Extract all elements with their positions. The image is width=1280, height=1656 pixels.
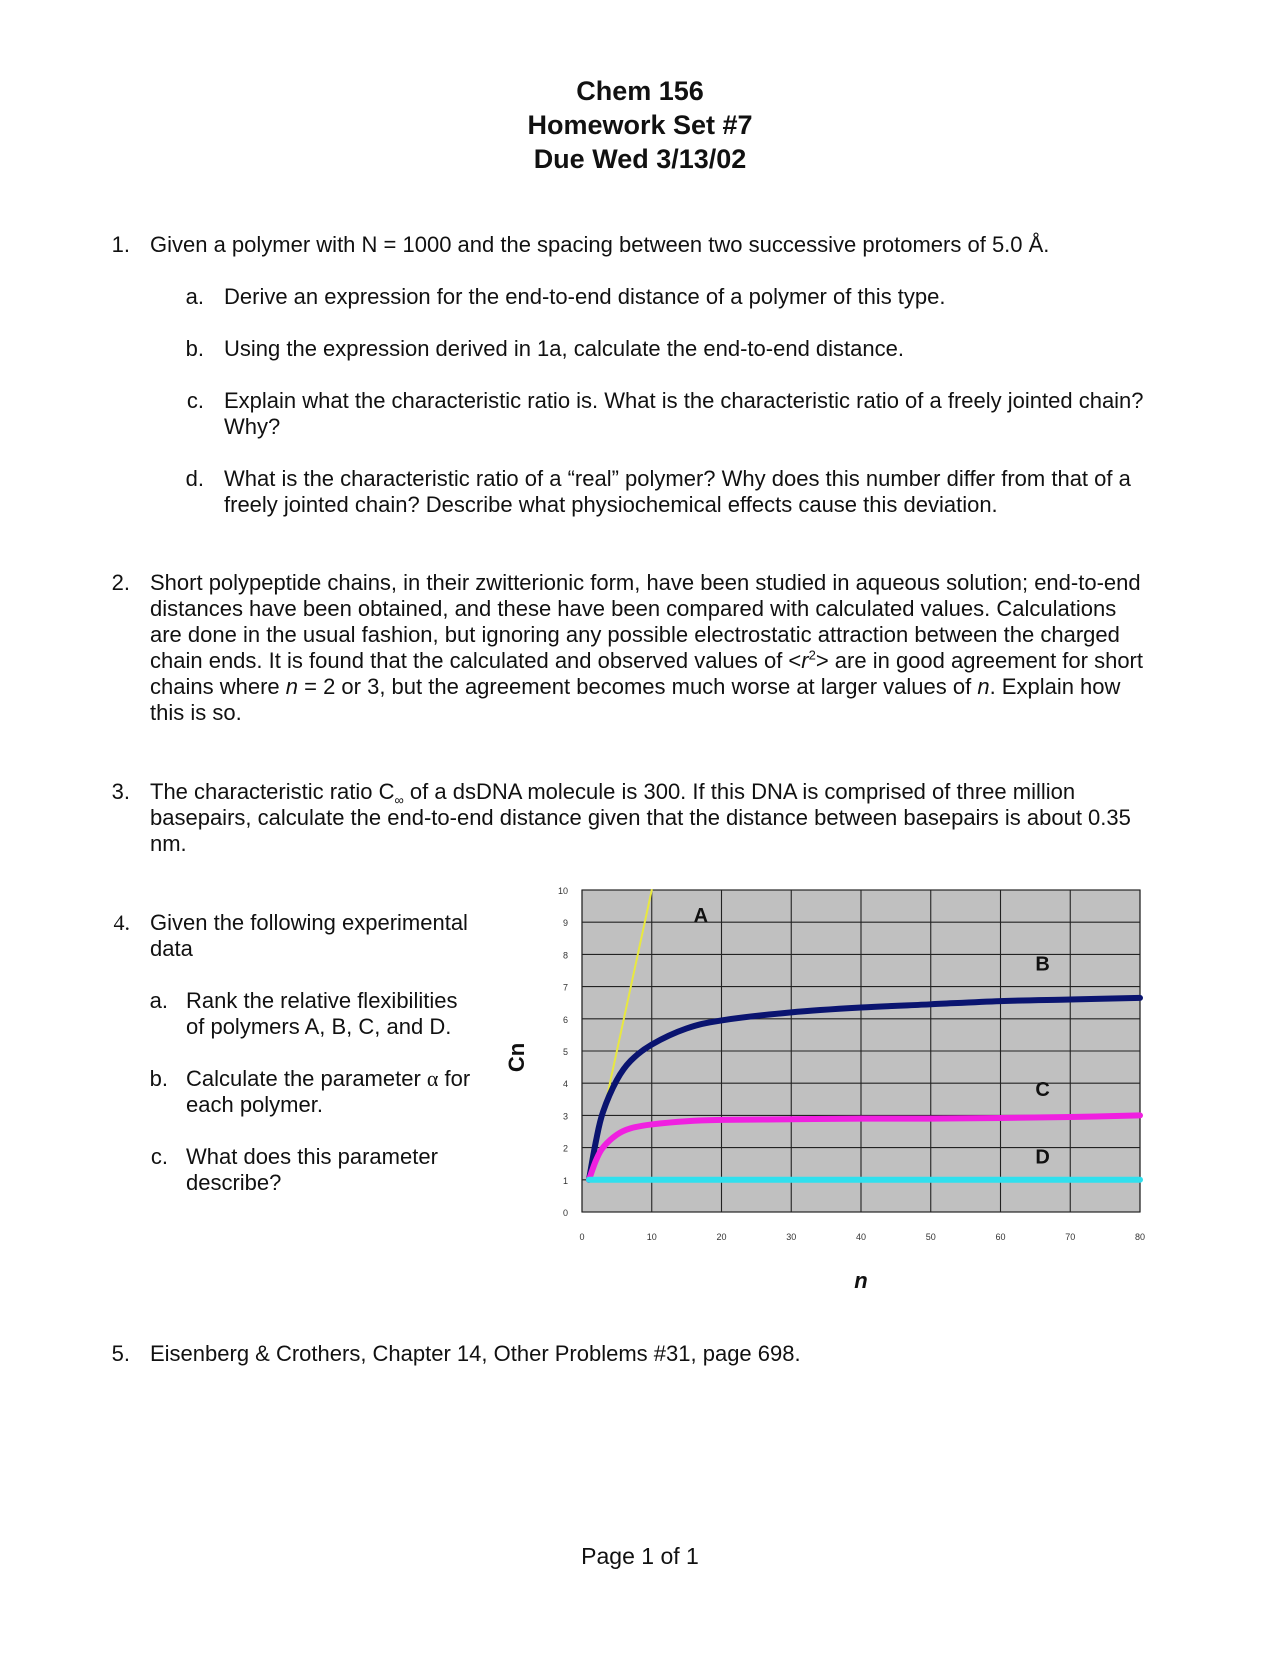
x-tick-label: 50 — [925, 1232, 936, 1242]
subquestion-label: a. — [149, 988, 168, 1013]
text-run: > are in good agreement for short — [815, 648, 1143, 673]
text-run: The characteristic ratio C — [150, 779, 395, 804]
y-tick-label: 10 — [557, 886, 568, 896]
x-tick-label: 40 — [855, 1232, 867, 1242]
y-tick-label: 9 — [562, 918, 568, 929]
question-text: distances have been obtained, and these have been compared with calculated values. Calculations — [150, 596, 1117, 621]
subquestion-text: of polymers A, B, C, and D. — [186, 1014, 452, 1039]
course-title: Chem 156 — [576, 76, 704, 106]
y-tick-label: 4 — [562, 1079, 568, 1090]
question-text: Eisenberg & Crothers, Chapter 14, Other Problems #31, page 698. — [150, 1341, 801, 1366]
subquestion-label: d. — [185, 466, 204, 491]
x-tick-label: 20 — [716, 1232, 727, 1242]
x-tick-label: 10 — [646, 1232, 657, 1242]
chart-layer — [504, 886, 1145, 1293]
subquestion-text: Rank the relative flexibilities — [186, 988, 458, 1013]
y-tick-label: 2 — [562, 1143, 568, 1154]
italic-n: n — [285, 674, 298, 699]
y-tick-label: 5 — [562, 1047, 568, 1057]
subquestion-label: b. — [149, 1066, 168, 1091]
series-label-c: C — [1035, 1079, 1050, 1102]
question-number: 2. — [111, 570, 130, 595]
question-text — [150, 648, 1143, 674]
subquestion-text: What is the characteristic ratio of a “real” polymer? Why does this number differ from that of a — [224, 466, 1131, 491]
y-tick-label: 3 — [562, 1111, 568, 1122]
subquestion-text — [186, 1066, 470, 1092]
question-text: are done in the usual fashion, but ignoring any possible electrostatic attraction between the charged — [150, 622, 1120, 647]
subquestion-label: a. — [185, 284, 204, 309]
text-run: = 2 or 3, but the agreement becomes much worse at larger values of — [298, 674, 978, 699]
question-text: nm. — [150, 831, 187, 856]
y-tick-label: 7 — [562, 982, 568, 993]
chart-svg — [504, 880, 1210, 1320]
subquestion-text: Explain what the characteristic ratio is. What is the characteristic ratio of a freely jointed chain? — [224, 388, 1144, 413]
question-text: basepairs, calculate the end-to-end distance given that the distance between basepairs is about 0.35 — [150, 805, 1131, 830]
italic-n: n — [977, 674, 990, 699]
y-tick-label: 6 — [562, 1014, 568, 1025]
due-date: Due Wed 3/13/02 — [533, 144, 747, 174]
question-text: Given the following experimental — [150, 910, 468, 935]
subscript-infinity: ∞ — [394, 792, 404, 808]
series-label-a: A — [693, 905, 709, 928]
x-tick-label: 70 — [1065, 1232, 1076, 1242]
subquestion-label: b. — [185, 336, 204, 361]
question-number: 3. — [111, 779, 130, 804]
subquestion-label: c. — [150, 1144, 168, 1169]
text-run: of a dsDNA molecule is 300. If this DNA is comprised of three million — [403, 779, 1076, 804]
subquestion-text: each polymer. — [186, 1092, 323, 1117]
characteristic-ratio-chart — [504, 880, 1210, 1320]
y-axis-label: Cn — [504, 1042, 529, 1073]
document-header — [0, 74, 1280, 176]
text-run: chain ends. It is found that the calculated and observed values of < — [150, 648, 802, 673]
question-text: this is so. — [150, 700, 242, 725]
x-tick-label: 60 — [995, 1232, 1006, 1242]
subquestion-text: freely jointed chain? Describe what physiochemical effects cause this deviation. — [224, 492, 998, 517]
superscript: 2 — [808, 647, 816, 663]
subquestion-label: c. — [186, 388, 204, 413]
subquestion-text: describe? — [186, 1170, 282, 1195]
series-label-b: B — [1035, 953, 1050, 976]
question-number: 5. — [111, 1341, 130, 1366]
subquestion-text: Why? — [224, 414, 281, 439]
x-tick-label: 80 — [1134, 1232, 1146, 1242]
question-text: data — [150, 936, 193, 961]
y-tick-label: 1 — [562, 1175, 568, 1186]
question-text: Short polypeptide chains, in their zwitterionic form, have been studied in aqueous solution; end-to-end — [150, 570, 1141, 595]
y-tick-label: 0 — [562, 1208, 568, 1218]
x-tick-label: 30 — [786, 1232, 797, 1242]
series-label-d: D — [1035, 1146, 1050, 1169]
question-text — [150, 674, 1120, 700]
subquestion-text: What does this parameter — [186, 1144, 438, 1169]
page-footer: Page 1 of 1 — [581, 1543, 699, 1569]
text-run: for — [438, 1066, 471, 1091]
subquestion-text: Derive an expression for the end-to-end distance of a polymer of this type. — [224, 284, 946, 309]
x-axis-label: n — [854, 1268, 868, 1293]
alpha-symbol: α — [426, 1066, 439, 1091]
subquestion-text: Using the expression derived in 1a, calculate the end-to-end distance. — [224, 336, 904, 361]
y-tick-label: 8 — [562, 950, 568, 961]
question-number: 1. — [111, 232, 130, 257]
text-run: chains where — [150, 674, 286, 699]
italic-r: r — [801, 648, 809, 673]
text-run: Calculate the parameter — [186, 1066, 427, 1091]
homework-set-title: Homework Set #7 — [527, 110, 753, 140]
text-run: . Explain how — [989, 674, 1121, 699]
x-tick-label: 0 — [579, 1232, 585, 1242]
question-number: 4. — [113, 910, 130, 935]
question-text: Given a polymer with N = 1000 and the spacing between two successive protomers of 5.0 Å. — [150, 232, 1050, 257]
